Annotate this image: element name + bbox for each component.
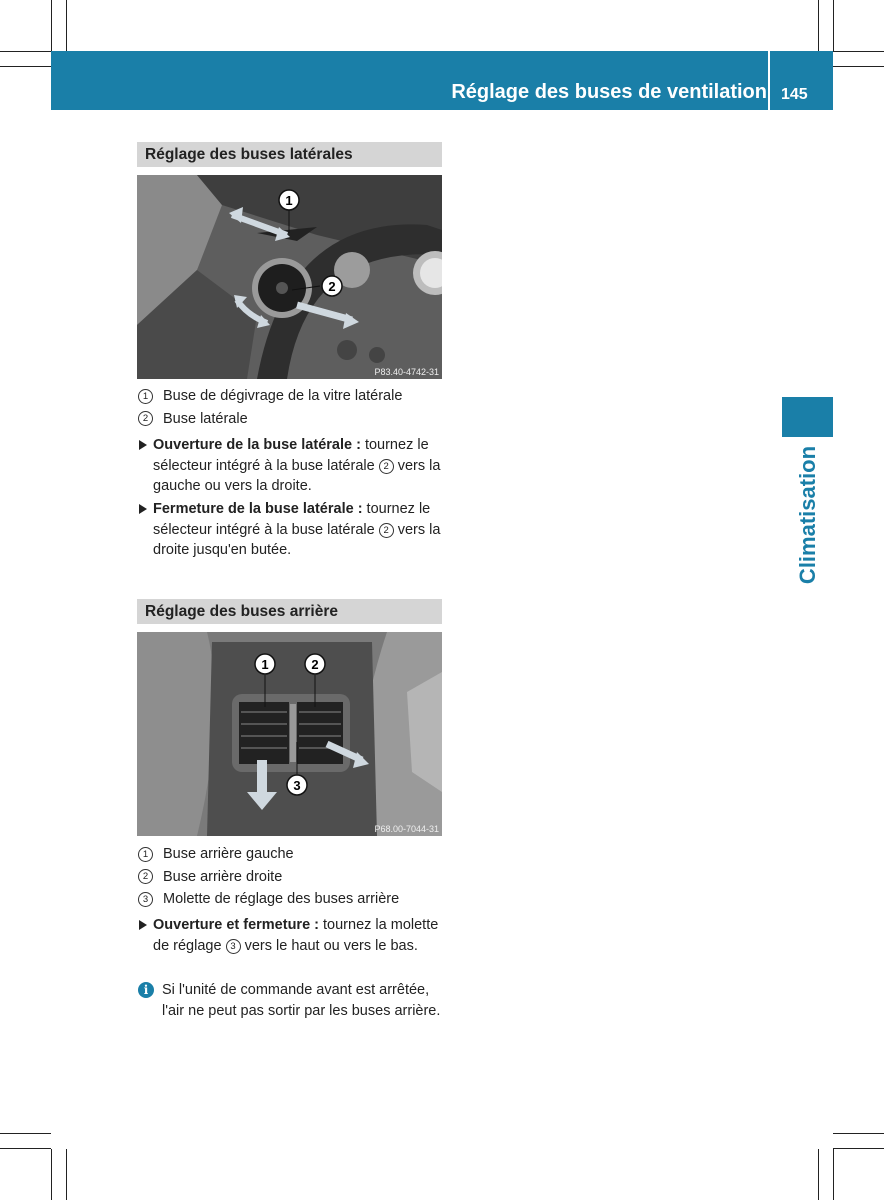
callout-number: 3 [138,892,153,907]
image-reference-code: P83.40-4742-31 [374,367,439,377]
crop-mark [833,1149,834,1200]
step-title: Fermeture de la buse latérale : [153,501,363,517]
chapter-tab [782,397,833,437]
crop-mark [833,1148,884,1149]
callout-reference: 2 [379,523,394,538]
instruction-step [138,435,444,497]
step-text: tournez le sélecteur intégré à la buse latérale [153,501,431,538]
info-note [138,980,444,1021]
legend-text: Buse arrière droite [163,868,283,885]
legend-rear [138,843,399,911]
section-heading-rear: Réglage des buses arrière [137,599,442,624]
info-icon: i [138,982,154,998]
legend-lateral [138,385,402,430]
info-text: Si l'unité de commande avant est arrêtée, l'air ne peut pas sortir par les buses arrière. [162,982,441,1019]
crop-mark [833,51,884,52]
lateral-vents-photo [137,175,442,379]
legend-text: Buse de dégivrage de la vitre latérale [163,388,403,404]
page-number: 145 [781,86,808,103]
crop-mark [0,51,51,52]
callout-2: 2 [311,657,319,672]
step-text: tournez la molette de réglage [153,917,439,954]
chapter-label: Climatisation [795,445,820,585]
callout-number: 2 [138,869,153,884]
rear-vents-photo [137,632,442,836]
step-arrow-icon [139,920,147,930]
legend-item [138,888,399,911]
callout-reference: 2 [379,459,394,474]
crop-mark [66,0,67,51]
callout-1: 1 [261,657,269,672]
step-text: vers le haut ou vers le bas. [240,937,418,954]
crop-mark [818,1149,819,1200]
legend-text: Molette de réglage des buses arrière [163,891,400,907]
instruction-step [138,915,444,956]
legend-item [138,843,399,866]
legend-item [138,385,402,408]
callout-number: 1 [138,847,153,862]
crop-mark [818,0,819,51]
crop-mark [833,66,884,67]
crop-mark [0,66,51,67]
image-reference-code: P68.00-7044-31 [374,824,439,834]
crop-mark [0,1148,51,1149]
callout-number: 1 [138,389,153,404]
step-arrow-icon [139,440,147,450]
step-arrow-icon [139,504,147,514]
step-text: vers la gauche ou vers la droite. [153,457,441,494]
legend-item [138,866,399,889]
legend-text: Buse arrière gauche [163,846,294,862]
callout-3: 3 [293,778,301,793]
crop-mark [833,0,834,51]
crop-mark [0,1133,51,1134]
callout-reference: 3 [226,939,241,954]
page-header [51,51,833,110]
step-text: vers la droite jusqu'en butée. [153,521,441,558]
crop-mark [66,1149,67,1200]
crop-mark [833,1133,884,1134]
page-title: Réglage des buses de ventilation [451,81,767,103]
legend-item [138,408,402,431]
step-title: Ouverture et fermeture : [153,917,319,933]
callout-1: 1 [285,193,293,208]
section-heading-lateral: Réglage des buses latérales [137,142,442,167]
step-text: tournez le sélecteur intégré à la buse latérale [153,437,429,474]
callout-2: 2 [328,279,336,294]
crop-mark [51,0,52,51]
instruction-step [138,499,444,561]
callout-number: 2 [138,411,153,426]
crop-mark [51,1149,52,1200]
step-title: Ouverture de la buse latérale : [153,437,361,453]
header-divider [768,51,770,110]
legend-text: Buse latérale [163,410,248,427]
